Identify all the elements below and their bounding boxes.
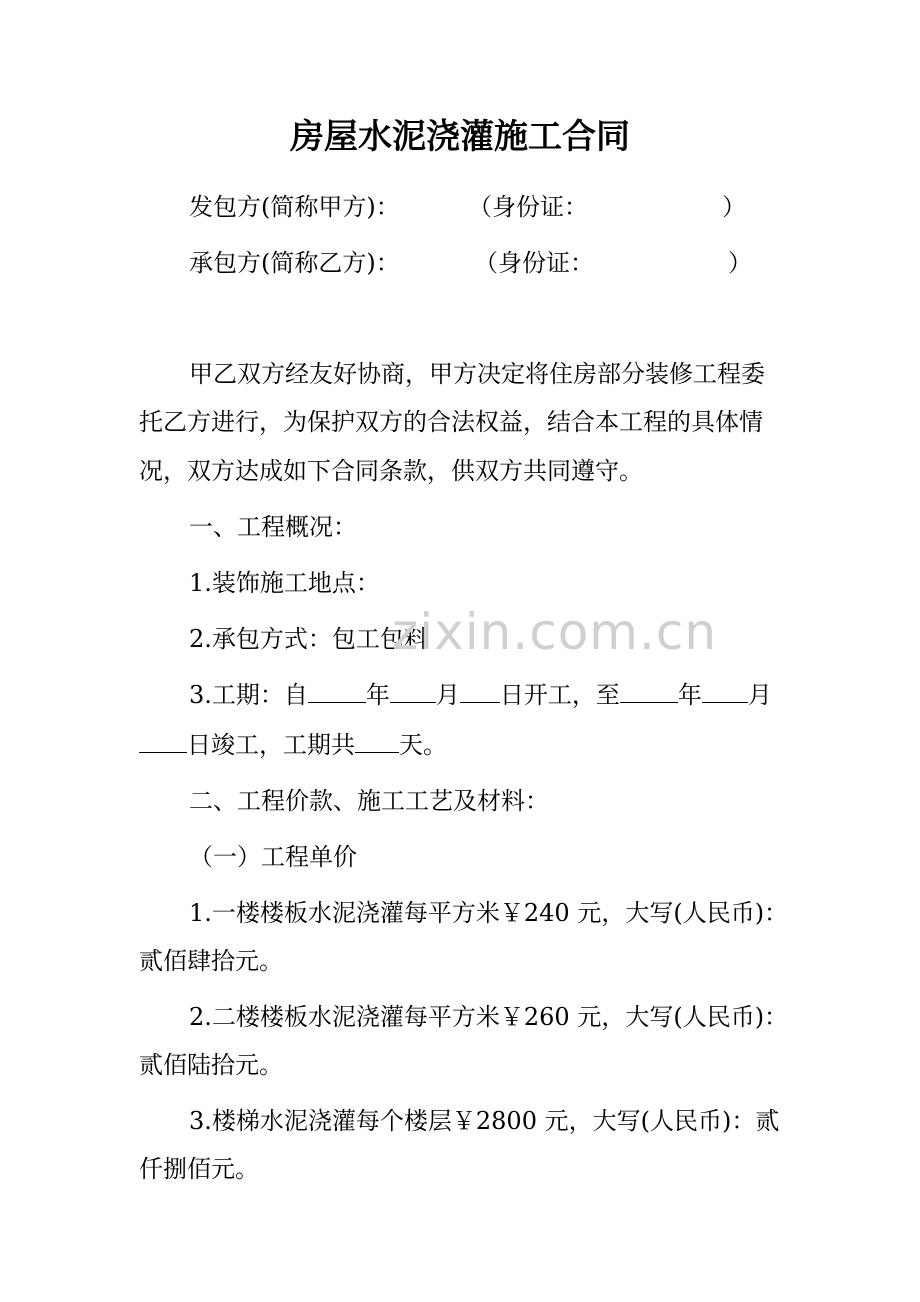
- intro-line-1: 甲乙双方经友好协商，甲方决定将住房部分装修工程委: [189, 360, 765, 388]
- schedule-start-label: 日开工，至: [499, 681, 620, 709]
- price-2-line-2: 贰佰陆拾元。: [139, 1051, 283, 1079]
- end-day-blank: [139, 730, 187, 753]
- price-3-line-2: 仟捌佰元。: [139, 1155, 259, 1183]
- party-a-label: 发包方(简称甲方)：: [189, 193, 400, 221]
- section-2-heading: 二、工程价款、施工工艺及材料：: [189, 787, 549, 815]
- intro-line-2: 托乙方进行，为保护双方的合法权益，结合本工程的具体情: [139, 408, 763, 436]
- section-1-item-3-line-2: [139, 730, 447, 760]
- price-3-line-1: 3.楼梯水泥浇灌每个楼层￥2800 元，大写(人民币)：贰: [189, 1107, 780, 1135]
- section-1-item-2: 2.承包方式：包工包料: [189, 625, 428, 653]
- party-b-id-open: （身份证：: [474, 249, 594, 277]
- party-b-id-close: ）: [728, 249, 752, 277]
- schedule-end-year-label: 年: [677, 681, 702, 709]
- section-1-item-1: 1.装饰施工地点：: [189, 569, 380, 597]
- price-1-line-1: 1.一楼楼板水泥浇灌每平方米￥240 元，大写(人民币)：: [189, 899, 789, 927]
- party-a-id-open: （身份证：: [468, 193, 588, 221]
- party-b-label: 承包方(简称乙方)：: [189, 249, 400, 277]
- start-day-blank: [460, 680, 500, 703]
- schedule-year-label: 年: [365, 681, 390, 709]
- schedule-end-month-label: 月: [747, 681, 772, 709]
- schedule-completion-label: 日竣工，工期共: [187, 731, 355, 759]
- section-1-item-3-line-1: [189, 680, 772, 710]
- watermark: zixin.com.cn: [392, 603, 718, 661]
- document-title: 房屋水泥浇灌施工合同: [290, 117, 630, 157]
- total-days-blank: [355, 730, 399, 753]
- section-2-subheading: （一）工程单价: [189, 843, 357, 871]
- end-year-blank: [620, 680, 678, 703]
- intro-line-3: 况，双方达成如下合同条款，供双方共同遵守。: [139, 457, 643, 485]
- start-month-blank: [390, 680, 436, 703]
- end-month-blank: [702, 680, 748, 703]
- party-a-id-close: ）: [722, 193, 746, 221]
- price-1-line-2: 贰佰肆拾元。: [139, 947, 283, 975]
- schedule-month-label: 月: [435, 681, 460, 709]
- section-1-heading: 一、工程概况：: [189, 513, 357, 541]
- schedule-days-label: 天。: [399, 731, 447, 759]
- start-year-blank: [308, 680, 366, 703]
- price-2-line-1: 2.二楼楼板水泥浇灌每平方米￥260 元，大写(人民币)：: [189, 1003, 789, 1031]
- schedule-from-label: 3.工期：自: [189, 681, 308, 709]
